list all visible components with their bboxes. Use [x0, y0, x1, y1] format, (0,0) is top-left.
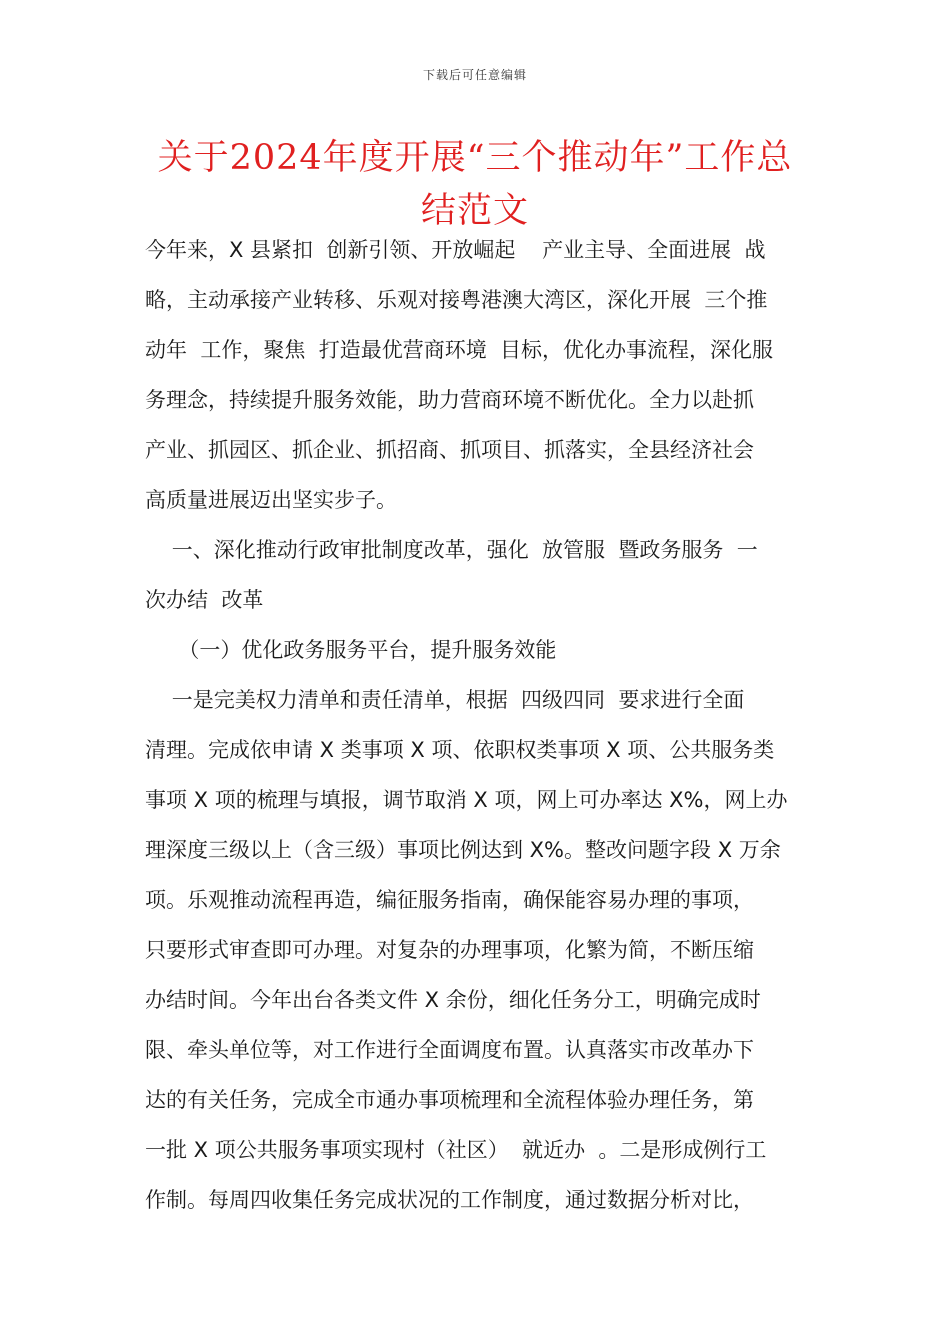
body-text-line: 理深度三级以上（含三级）事项比例达到 X%。整改问题字段 X 万余 — [145, 838, 781, 862]
section-heading-line: 次办结 改革 — [145, 588, 264, 612]
body-text-line: 务理念，持续提升服务效能，助力营商环境不断优化。全力以赴抓 — [145, 388, 754, 412]
body-text-line: 只要形式审查即可办理。对复杂的办理事项，化繁为简，不断压缩 — [145, 938, 754, 962]
body-text-line: 今年来，X 县紧扣 创新引领、开放崛起 产业主导、全面进展 战 — [145, 238, 766, 262]
body-text-line: 事项 X 项的梳理与填报，调节取消 X 项，网上可办率达 X%，网上办 — [145, 788, 788, 812]
section-heading-line: 一、深化推动行政审批制度改革，强化 放管服 暨政务服务 一 — [145, 538, 758, 562]
body-text-line: 高质量进展迈出坚实步子。 — [145, 488, 397, 512]
body-text-line: 一批 X 项公共服务事项实现村（社区） 就近办 。二是形成例行工 — [145, 1138, 767, 1162]
body-text-line: 作制。每周四收集任务完成状况的工作制度，通过数据分析对比， — [145, 1188, 754, 1212]
body-text-line: 办结时间。今年出台各类文件 X 余份，细化任务分工，明确完成时 — [145, 988, 761, 1012]
body-text-line: 产业、抓园区、抓企业、抓招商、抓项目、抓落实，全县经济社会 — [145, 438, 754, 462]
header-note: 下载后可任意编辑 — [422, 68, 527, 82]
document-title-line-2: 结范文 — [420, 191, 529, 231]
body-text-line: 项。乐观推动流程再造，编征服务指南，确保能容易办理的事项， — [145, 888, 754, 912]
body-text-line: 动年 工作，聚焦 打造最优营商环境 目标，优化办事流程，深化服 — [145, 338, 774, 362]
body-text-line: 略，主动承接产业转移、乐观对接粤港澳大湾区，深化开展 三个推 — [145, 288, 768, 312]
body-text-line: 一是完美权力清单和责任清单，根据 四级四同 要求进行全面 — [145, 688, 745, 712]
body-text-line: 达的有关任务，完成全市通办事项梳理和全流程体验办理任务，第 — [145, 1088, 754, 1112]
subsection-heading: （一）优化政务服务平台，提升服务效能 — [145, 638, 557, 662]
body-text-line: 清理。完成依申请 X 类事项 X 项、依职权类事项 X 项、公共服务类 — [145, 738, 775, 762]
body-text-line: 限、牵头单位等，对工作进行全面调度布置。认真落实市改革办下 — [145, 1038, 754, 1062]
document-title-line-1: 关于2024年度开展“三个推动年”工作总 — [157, 138, 793, 178]
